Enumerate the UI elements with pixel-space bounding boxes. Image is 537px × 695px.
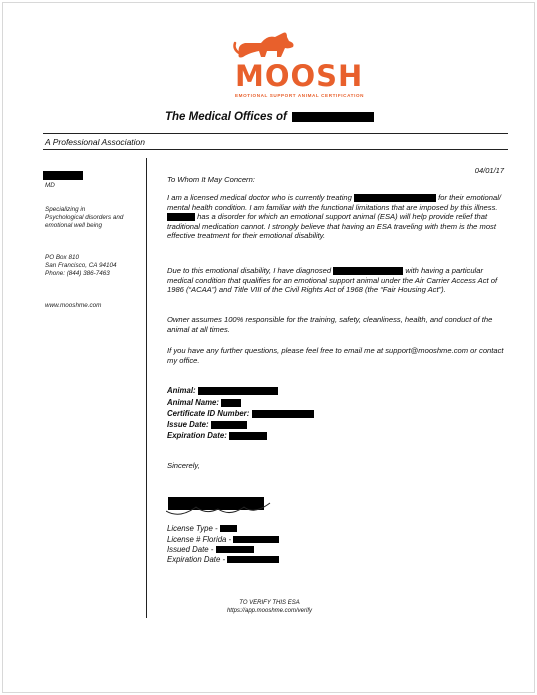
field-expiration-date: Expiration Date:: [167, 431, 267, 440]
redacted-patient-name: [354, 194, 436, 202]
office-title: [3, 111, 536, 123]
field-animal: Animal:: [167, 386, 278, 395]
redacted-license-issued: [216, 546, 254, 553]
signature: [166, 493, 276, 524]
header-rule-bottom: [43, 149, 508, 150]
redacted-doctor-name: [292, 112, 374, 122]
verify-section: [3, 599, 536, 615]
column-divider: [146, 158, 147, 618]
paragraph-4: If you have any further questions, please feel free to email me at support@mooshme.com or contact my office.: [167, 346, 504, 365]
paragraph-2: Due to this emotional disability, I have diagnosed with having a particular medical condition that qualifies for an emotional support animal under the Air Carrier Access Act of 1986 (“ACAA”) and Title VIII of the Civil Rights Act of 1968 (the “Fair Housing Act”).: [167, 266, 498, 295]
field-certificate-id: Certificate ID Number:: [167, 409, 314, 418]
moosh-logo: [229, 31, 365, 101]
redacted-certificate-id: [252, 410, 314, 418]
paragraph-1: I am a licensed medical doctor who is currently treating for their emotional/ mental health condition. I am familiar with the functional limitations that are imposed by this illness. has a disorder for which an emotional support animal (ESA) will help provide relief that traditional medication cannot. I strongly believe that having an ESA traveling with them is the most effective treatment for their emotional disability.: [167, 193, 502, 241]
verify-link[interactable]: https://app.mooshme.com/verify: [226, 608, 313, 614]
closing: Sincerely,: [167, 461, 200, 470]
redacted-patient-name-3: [333, 267, 403, 275]
sidebar-specialty: Specializing in Psychological disorders and emotional well being: [45, 206, 124, 230]
sidebar-website: www.mooshme.com: [45, 302, 102, 309]
license-type: License Type -: [167, 524, 237, 533]
redacted-animal-name: [221, 399, 241, 407]
field-issue-date: Issue Date:: [167, 420, 247, 429]
document-page: [2, 2, 535, 693]
redacted-animal: [198, 387, 278, 395]
redacted-license-expiration: [227, 556, 279, 563]
redacted-doctor-sidebar: [43, 171, 83, 180]
license-expiration-date: Expiration Date -: [167, 555, 279, 564]
sidebar-address: PO Box 810 San Francisco, CA 94104 Phone: (844) 386-7463: [45, 254, 117, 278]
salutation: To Whom It May Concern:: [167, 175, 255, 184]
license-number: License # Florida -: [167, 535, 279, 544]
redacted-issue-date: [211, 421, 247, 429]
letter-date: 04/01/17: [474, 166, 504, 175]
redacted-patient-name-2: [167, 213, 195, 221]
header-rule-top: [43, 133, 508, 134]
office-title-text: The Medical Offices of: [164, 111, 287, 123]
association-label: A Professional Association: [45, 137, 146, 147]
verify-title: TO VERIFY THIS ESA: [239, 600, 300, 606]
license-issued-date: Issued Date -: [167, 545, 254, 554]
paragraph-3: Owner assumes 100% responsible for the training, safety, cleanliness, health, and conduct of the animal at all times.: [167, 315, 493, 334]
logo-tagline: EMOTIONAL SUPPORT ANIMAL CERTIFICATION: [235, 93, 365, 98]
field-animal-name: Animal Name:: [167, 398, 241, 407]
sidebar-credential: MD: [45, 182, 55, 189]
dog-icon: [231, 31, 301, 61]
logo-wordmark: MOOSH: [235, 59, 364, 93]
redacted-license-type: [220, 525, 237, 532]
redacted-license-number: [233, 536, 279, 543]
redacted-expiration-date: [229, 432, 267, 440]
